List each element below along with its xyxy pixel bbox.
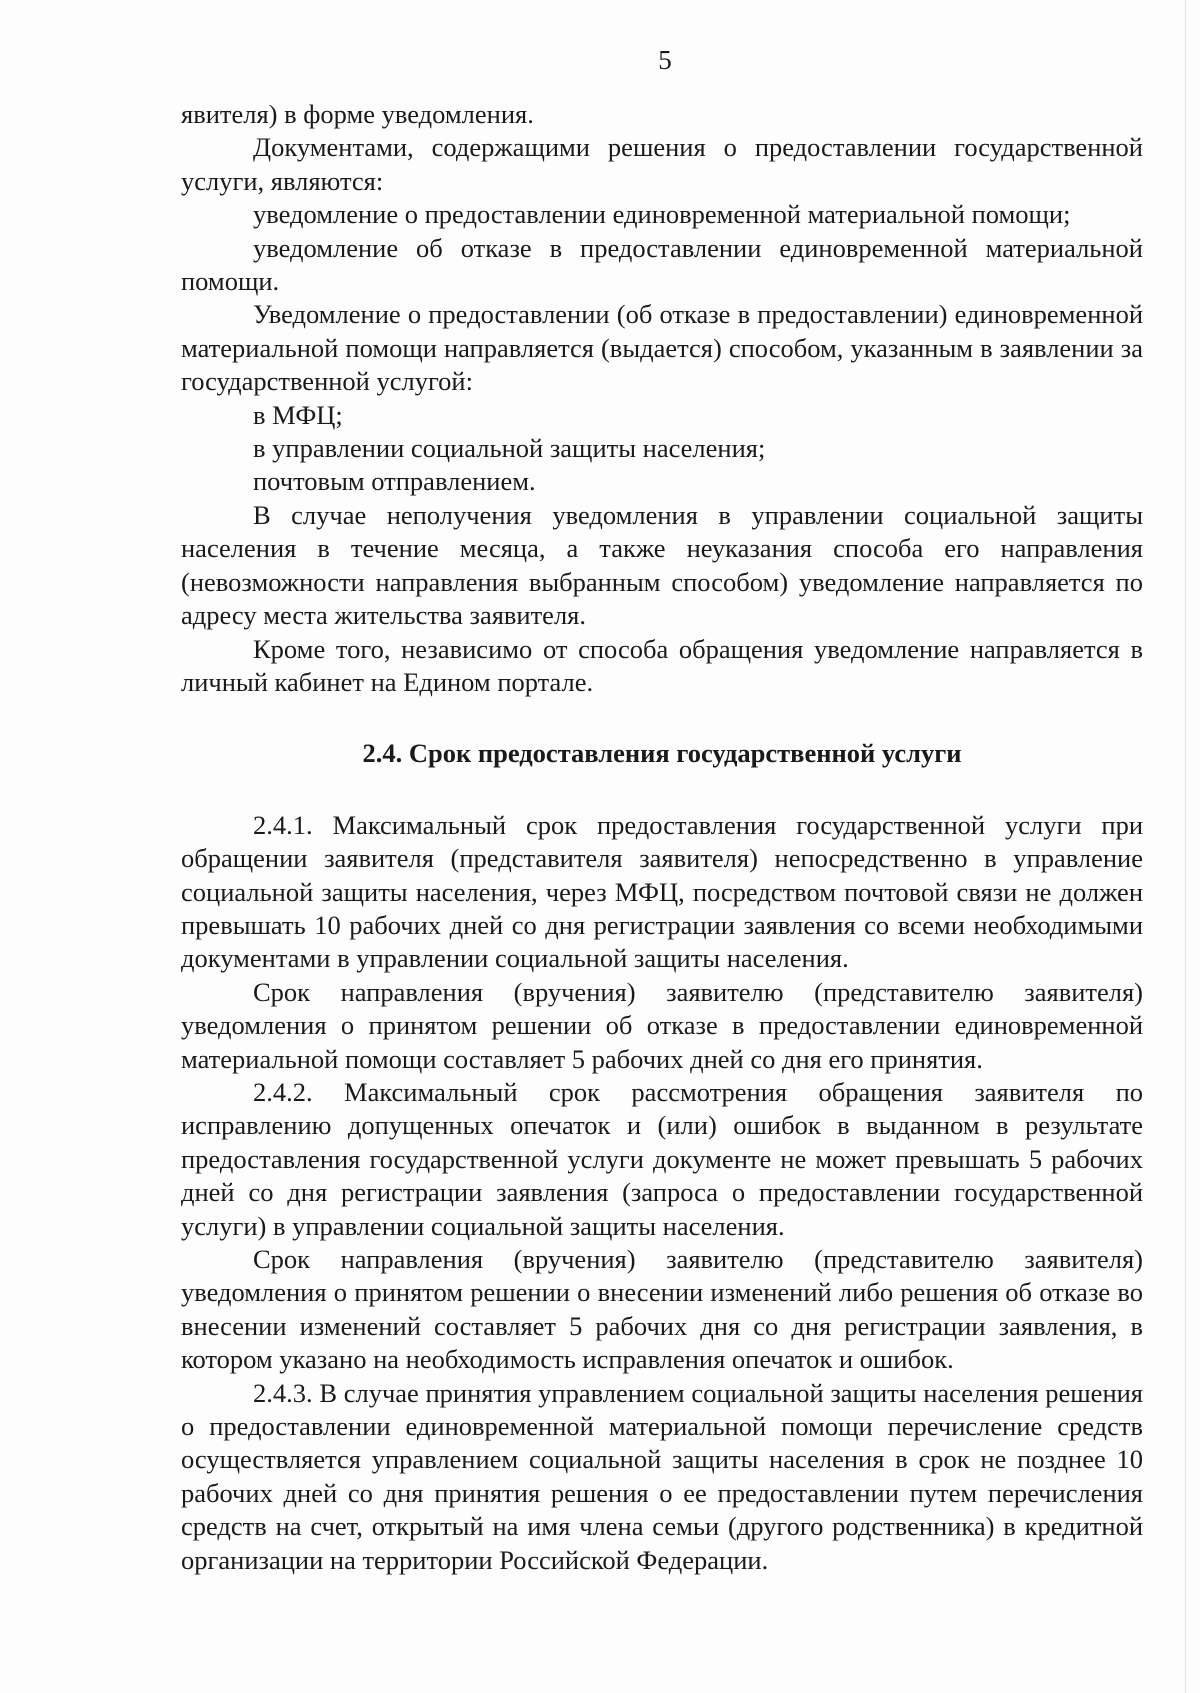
paragraph: Кроме того, независимо от способа обращения уведомление направляется в личный кабинет на Едином портале. [181,633,1143,697]
paragraph: Документами, содержащими решения о предоставлении государственной услуги, являются: [181,132,1143,196]
paragraph: Срок направления (вручения) заявителю (представителю заявителя) уведомления о принятом решении об отказе в предоставлении единовременной материальной помощи составляет 5 рабочих дней со дня его принятия. [181,976,1143,1074]
section-heading: 2.4. Срок предоставления государственной услуги [362,738,962,769]
list-item: в управлении социальной защиты населения; [253,433,766,464]
paragraph: уведомление об отказе в предоставлении единовременной материальной помощи. [181,232,1143,297]
list-item: в МФЦ; [253,399,343,430]
paragraph: 2.4.2. Максимальный срок рассмотрения обращения заявителя по исправлению допущенных опечаток и (или) ошибок в выданном в результате предоставления государственной услуги документе не может превышать 5 рабочих дней со дня регистрации заявления (запроса о предоставлении государственной услуги) в управлении социальной защиты населения. [181,1076,1143,1241]
paragraph: Срок направления (вручения) заявителю (представителю заявителя) уведомления о принятом решении о внесении изменений либо решения об отказе во внесении изменений составляет 5 рабочих дня со дня регистрации заявления, в котором указано на необходимость исправления опечаток и ошибок. [181,1244,1143,1375]
paragraph-continuation: явителя) в форме уведомления. [181,99,534,129]
scan-edge-line [1185,0,1186,1693]
paragraph: уведомление о предоставлении единовременной материальной помощи; [253,199,1071,230]
paragraph: В случае неполучения уведомления в управлении социальной защиты населения в течение месяца, а также неуказания способа его направления (невозможности направления выбранным способом) уведомление направляется по адресу места жительства заявителя. [181,499,1143,631]
page-number: 5 [658,45,672,75]
paragraph: 2.4.1. Максимальный срок предоставления государственной услуги при обращении заявителя (представителя заявителя) непосредственно в управление социальной защиты населения, через МФЦ, посредством почтовой связи не должен превышать 10 рабочих дней со дня регистрации заявления со всеми необходимыми документами в управлении социальной защиты населения. [181,809,1143,974]
list-item: почтовым отправлением. [253,466,536,497]
document-body [181,98,1143,1577]
paragraph: 2.4.3. В случае принятия управлением социальной защиты населения решения о предоставлении единовременной материальной помощи перечисление средств осуществляется управлением социальной защиты населения в срок не позднее 10 рабочих дней со дня принятия решения о ее предоставлении путем перечисления средств на счет, открытый на имя члена семьи (другого родственника) в кредитной организации на территории Российской Федерации. [181,1377,1143,1575]
paragraph: Уведомление о предоставлении (об отказе в предоставлении) единовременной материальной помощи направляется (выдается) способом, указанным в заявлении за государственной услугой: [181,299,1143,397]
